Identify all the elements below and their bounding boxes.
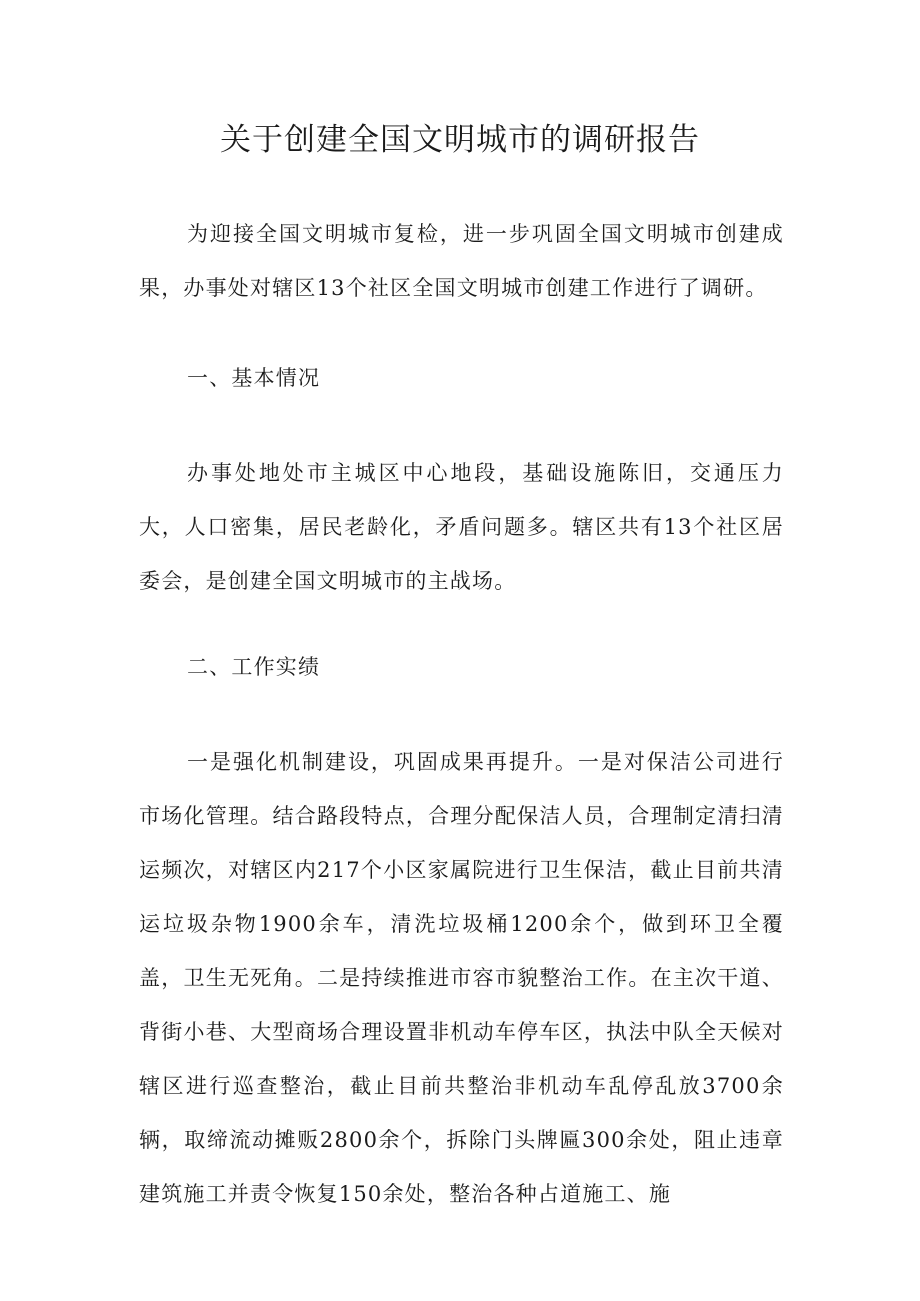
section-body-basic-situation: 办事处地处市主城区中心地段，基础设施陈旧，交通压力大，人口密集，居民老龄化，矛盾问题多。辖区共有13个社区居委会，是创建全国文明城市的主战场。: [139, 461, 784, 593]
section-body-work-achievements: 一是强化机制建设，巩固成果再提升。一是对保洁公司进行市场化管理。结合路段特点，合理分配保洁人员，合理制定清扫清运频次，对辖区内217个小区家属院进行卫生保洁，截止目前共清运垃圾杂物1900余车，清洗垃圾桶1200余个，做到环卫全覆盖，卫生无死角。二是持续推进市容市貌整治工作。在主次干道、背街小巷、大型商场合理设置非机动车停车区，执法中队全天候对辖区进行巡查整治，截止目前共整治非机动车乱停乱放3700余辆，取缔流动摊贩2800余个，拆除门头牌匾300余处，阻止违章建筑施工并责令恢复150余处，整治各种占道施工、施: [139, 750, 784, 1206]
section-heading-work-achievements: 二、工作实绩: [187, 655, 321, 679]
intro-paragraph: 为迎接全国文明城市复检，进一步巩固全国文明城市创建成果，办事处对辖区13个社区全国文明城市创建工作进行了调研。: [139, 222, 784, 300]
document-title: 关于创建全国文明城市的调研报告: [220, 122, 700, 158]
section-heading-basic-situation: 一、基本情况: [187, 366, 321, 390]
